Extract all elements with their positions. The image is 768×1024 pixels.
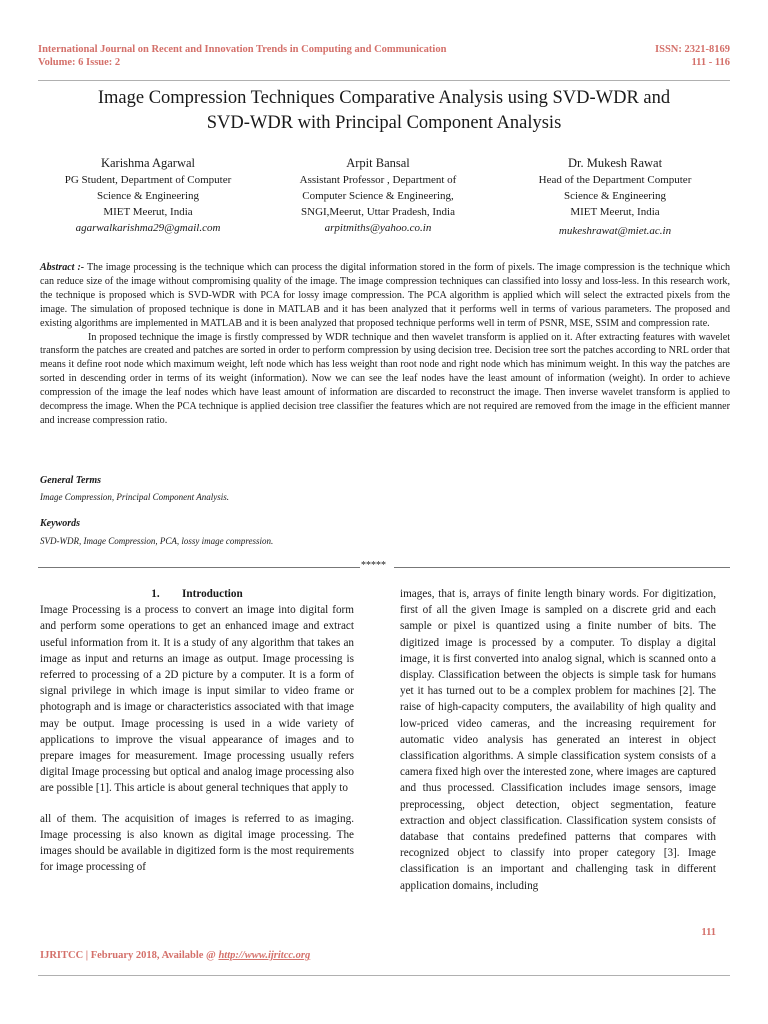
- paper-title: [40, 86, 728, 136]
- abstract-paragraph-2: In proposed technique the image is firstly compressed by WDR technique and then wavelet transform is applied on it. After extracting features with wavelet transform the patches are created and patches are sorted in order to perform compression by using decision tree. Decision tree sort the patches according to NRL order that means it define root node which maximum weight, left node which has less weight than root node and right node which has minimum weight. In this way the patches are sorted in descending order in terms of its weight (information). Now we can see the leaf nodes have the least amount of information (weight). In order to achieve compression of the image the leaf nodes which have least amount of information are discarded to reconstruct the image. Then inverse wavelet transform is applied to decompress the image. When the PCA technique is applied decision tree classifier the features which are not required are removed from the image in the efficient manner and increase compression ratio.: [40, 331, 730, 426]
- author-name: Arpit Bansal: [346, 156, 410, 170]
- section-separator: [38, 561, 730, 573]
- author-affil: Science & Engineering: [96, 190, 200, 202]
- author-email: agarwalkarishma29@gmail.com: [75, 222, 221, 234]
- author-block-1: [38, 154, 258, 236]
- separator-line-right: [394, 567, 730, 568]
- issn: ISSN: 2321-8169: [655, 44, 730, 55]
- footer-rule: [38, 975, 730, 976]
- author-email: mukeshrawat@miet.ac.in: [558, 225, 672, 237]
- general-terms-heading: General Terms: [40, 475, 102, 486]
- footer: [40, 950, 310, 961]
- abstract-paragraph-1: [40, 261, 730, 331]
- author-name: Karishma Agarwal: [100, 156, 196, 170]
- abstract-text-1: The image processing is the technique which can process the digital information stored in the form of pixels. The image compression is the technique which can reduce size of the image without compromising quality of the image. The image compression techniques can classified into lossy and loss-less. In this research work, the technique is proposed which is SVD-WDR with PCA for lossy image compression. The PCA algorithm is applied which will select the extracted pixels from the image. The simulation of proposed technique is done in MATLAB and it has been analyzed that it performs well in terms of various parameters. The proposed and existing algorithms are implemented in MATLAB and it is been analyzed that proposed technique performs well in term of PSNR, MSE, SSIM and compression rate.: [40, 262, 731, 329]
- author-block-3: [500, 154, 730, 239]
- keywords-text: SVD-WDR, Image Compression, PCA, lossy image compression.: [40, 536, 274, 546]
- separator-line-left: [38, 567, 360, 568]
- volume-issue: Volume: 6 Issue: 2: [38, 57, 121, 68]
- title-line-2: SVD-WDR with Principal Component Analysis: [206, 113, 562, 133]
- author-affil: Science & Engineering: [563, 190, 667, 202]
- author-affil: Head of the Department Computer: [538, 174, 692, 186]
- separator-stars: *****: [361, 560, 386, 571]
- abstract-label: Abstract :-: [40, 262, 85, 273]
- abstract: [40, 261, 730, 428]
- right-column: [400, 586, 716, 894]
- intro-paragraph-1: Image Processing is a process to convert an image into digital form and perform some operations to get an enhanced image and extract useful information from it. It is a study of any algorithm that takes an image as input and returns an image as output. Image processing is referred to processing of a 2D picture by a computer. It is a form of signal privilege in which image is input similar to video frame or photograph and is image or characteristics associated with that image may be output. Image processing is used in a wide variety of applications to improve the visual appearance of images and to prepare images for measurement. Image processing usually refers digital Image processing but optical and analog image processing also are possible [1]. This article is about general techniques that apply to: [40, 604, 354, 795]
- page-number: 111: [701, 927, 716, 938]
- section-heading-introduction: 1. Introduction: [151, 588, 243, 600]
- author-email: arpitmiths@yahoo.co.in: [324, 222, 432, 234]
- keywords-heading: Keywords: [40, 518, 80, 529]
- intro-paragraph-2: all of them. The acquisition of images is referred to as imaging. Image processing is also known as digital image processing. The images should be available in digitized form is the most requirements for image processing of: [40, 812, 354, 874]
- author-affil: PG Student, Department of Computer: [64, 174, 232, 186]
- general-terms-text: Image Compression, Principal Component Analysis.: [40, 492, 229, 502]
- author-affil: MIET Meerut, India: [103, 206, 193, 218]
- author-affil: SNGI,Meerut, Uttar Pradesh, India: [301, 206, 455, 218]
- journal-name: International Journal on Recent and Innovation Trends in Computing and Communication: [38, 44, 447, 55]
- author-affil: Assistant Professor , Department of: [299, 174, 457, 186]
- title-line-1: Image Compression Techniques Comparative Analysis using SVD-WDR and: [97, 88, 671, 108]
- author-affil: MIET Meerut, India: [570, 206, 660, 218]
- author-block-2: [268, 154, 488, 236]
- footer-link[interactable]: http://www.ijritcc.org: [218, 950, 311, 961]
- author-affil: Computer Science & Engineering,: [302, 190, 454, 202]
- intro-paragraph-right: images, that is, arrays of finite length binary words. For digitization, first of all the given Image is sampled on a discrete grid and each sample or pixel is quantized using a finite number of bits. The digitized image is processed by a computer. To display a digital image, it is first converted into analog signal, which is scanned onto a display. Classification between the objects is simple task for humans yet it has turned out to be a complex problem for machines [2]. The raise of high-capacity computers, the availability of high quality and low-priced video cameras, and the increasing requirement for automatic video analysis has generated an interest in object classification algorithms. A simple classification system consists of a camera fixed high over the interested zone, where images are captured and thus processed. Classification includes image sensors, image preprocessing, object detection, object segmentation, feature extraction and object classification. Classification system consists of database that contains predefined patterns that compares with recognized object to classify into proper category [3]. Image classification is an important and challenging task in different application domains, including: [400, 588, 716, 892]
- footer-text: IJRITCC | February 2018, Available @: [40, 950, 219, 961]
- page-range: 111 - 116: [691, 57, 730, 68]
- left-column: [40, 586, 354, 875]
- header-rule: [38, 80, 730, 81]
- author-name: Dr. Mukesh Rawat: [567, 156, 663, 170]
